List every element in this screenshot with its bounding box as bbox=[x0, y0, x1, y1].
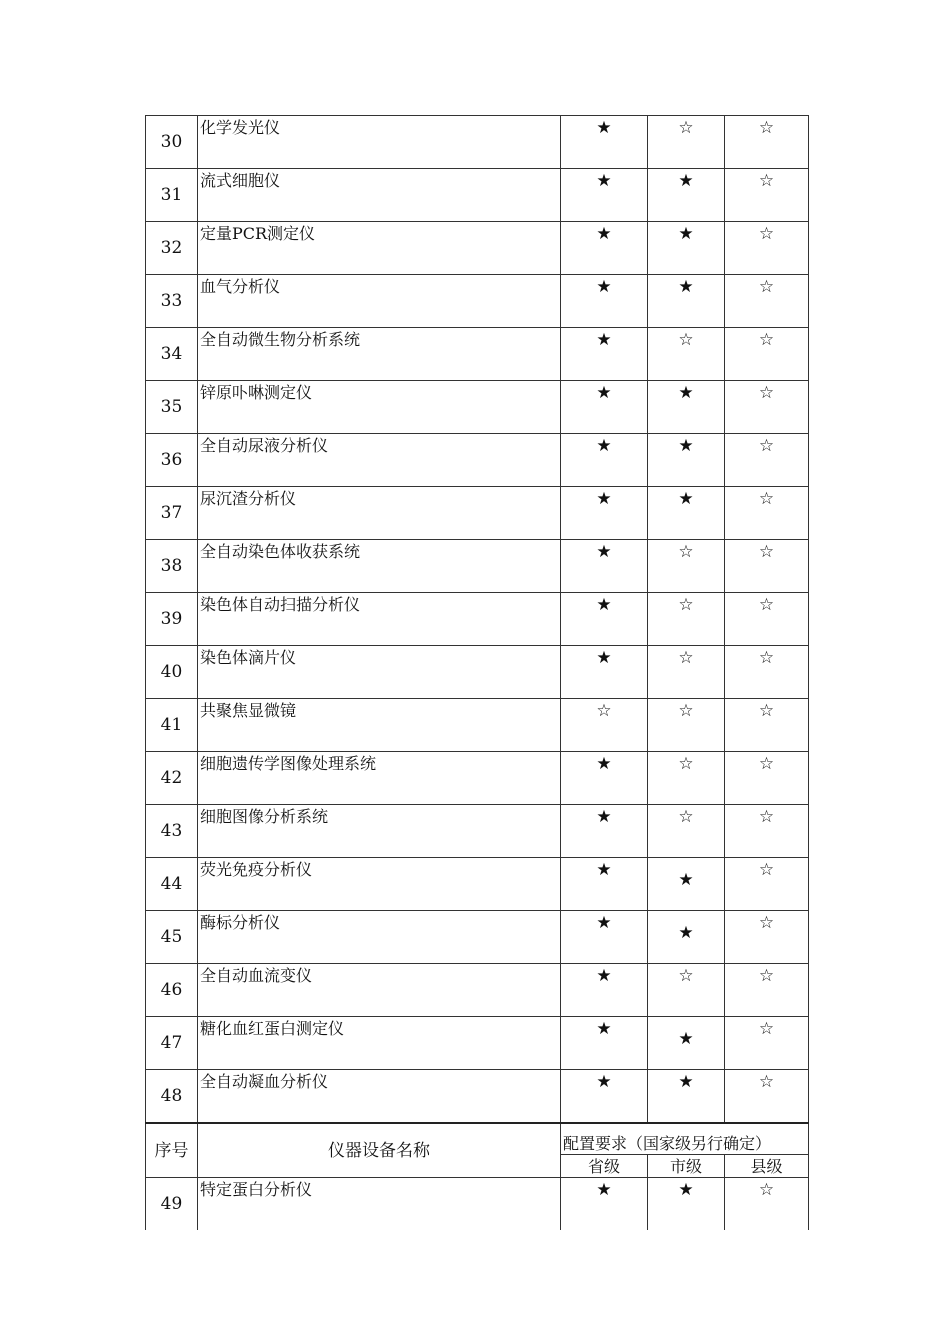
row-number: 31 bbox=[146, 169, 198, 222]
table-body-upper bbox=[146, 116, 809, 1124]
mark-cell-city bbox=[648, 222, 725, 275]
equipment-name: 细胞图像分析系统 bbox=[198, 805, 561, 858]
filled-star-icon: ★ bbox=[678, 383, 694, 403]
table-row bbox=[146, 540, 809, 593]
filled-star-icon: ★ bbox=[678, 489, 694, 509]
equipment-name: 锌原卟啉测定仪 bbox=[198, 381, 561, 434]
mark-cell-province bbox=[561, 540, 648, 593]
mark-cell-county bbox=[725, 1017, 809, 1070]
outline-star-icon: ☆ bbox=[758, 383, 775, 403]
mark-cell-city bbox=[648, 858, 725, 911]
outline-star-icon: ☆ bbox=[678, 701, 694, 721]
equipment-name: 化学发光仪 bbox=[198, 116, 561, 169]
mark-cell-county bbox=[725, 116, 809, 169]
equipment-name: 染色体自动扫描分析仪 bbox=[198, 593, 561, 646]
filled-star-icon: ★ bbox=[596, 383, 612, 403]
outline-star-icon: ☆ bbox=[758, 1072, 775, 1092]
mark-cell-county bbox=[725, 858, 809, 911]
outline-star-icon: ☆ bbox=[758, 118, 775, 138]
mark-cell-city bbox=[648, 434, 725, 487]
table-row bbox=[146, 381, 809, 434]
outline-star-icon: ☆ bbox=[678, 330, 694, 350]
outline-star-icon: ☆ bbox=[678, 542, 694, 562]
filled-star-icon: ★ bbox=[596, 224, 612, 244]
header-name: 仪器设备名称 bbox=[198, 1123, 561, 1178]
table-row bbox=[146, 964, 809, 1017]
outline-star-icon: ☆ bbox=[758, 171, 775, 191]
mark-cell-county bbox=[725, 487, 809, 540]
filled-star-icon: ★ bbox=[596, 277, 612, 297]
header-level-county: 县级 bbox=[725, 1155, 809, 1178]
row-number: 43 bbox=[146, 805, 198, 858]
outline-star-icon: ☆ bbox=[758, 966, 775, 986]
outline-star-icon: ☆ bbox=[758, 1019, 775, 1039]
mark-cell-province bbox=[561, 1178, 648, 1231]
mark-cell-county bbox=[725, 646, 809, 699]
mark-cell-county bbox=[725, 699, 809, 752]
table-row bbox=[146, 1178, 809, 1231]
table-header bbox=[146, 1123, 809, 1178]
table-row bbox=[146, 1017, 809, 1070]
outline-star-icon: ☆ bbox=[678, 648, 694, 668]
mark-cell-province bbox=[561, 752, 648, 805]
equipment-table bbox=[145, 115, 809, 1230]
mark-cell-county bbox=[725, 169, 809, 222]
mark-cell-city bbox=[648, 699, 725, 752]
mark-cell-city bbox=[648, 275, 725, 328]
row-number: 33 bbox=[146, 275, 198, 328]
outline-star-icon: ☆ bbox=[758, 595, 775, 615]
filled-star-icon: ★ bbox=[596, 807, 612, 827]
mark-cell-province bbox=[561, 381, 648, 434]
equipment-name: 特定蛋白分析仪 bbox=[198, 1178, 561, 1231]
filled-star-icon: ★ bbox=[596, 542, 612, 562]
outline-star-icon: ☆ bbox=[758, 860, 775, 880]
filled-star-icon: ★ bbox=[596, 860, 612, 880]
table-row bbox=[146, 434, 809, 487]
mark-cell-province bbox=[561, 434, 648, 487]
outline-star-icon: ☆ bbox=[678, 595, 694, 615]
mark-cell-province bbox=[561, 1070, 648, 1124]
filled-star-icon: ★ bbox=[678, 1072, 694, 1092]
mark-cell-province bbox=[561, 699, 648, 752]
mark-cell-city bbox=[648, 487, 725, 540]
filled-star-icon: ★ bbox=[596, 966, 612, 986]
equipment-name: 酶标分析仪 bbox=[198, 911, 561, 964]
filled-star-icon: ★ bbox=[678, 224, 694, 244]
row-number: 42 bbox=[146, 752, 198, 805]
filled-star-icon: ★ bbox=[596, 1180, 612, 1200]
row-number: 47 bbox=[146, 1017, 198, 1070]
outline-star-icon: ☆ bbox=[758, 648, 775, 668]
mark-cell-city bbox=[648, 964, 725, 1017]
filled-star-icon: ★ bbox=[596, 330, 612, 350]
filled-star-icon: ★ bbox=[678, 870, 694, 890]
mark-cell-city bbox=[648, 593, 725, 646]
row-number: 49 bbox=[146, 1178, 198, 1231]
mark-cell-city bbox=[648, 1070, 725, 1124]
equipment-name: 荧光免疫分析仪 bbox=[198, 858, 561, 911]
table-row bbox=[146, 858, 809, 911]
outline-star-icon: ☆ bbox=[758, 807, 775, 827]
table-row bbox=[146, 222, 809, 275]
mark-cell-province bbox=[561, 964, 648, 1017]
mark-cell-province bbox=[561, 858, 648, 911]
row-number: 36 bbox=[146, 434, 198, 487]
equipment-name: 共聚焦显微镜 bbox=[198, 699, 561, 752]
mark-cell-city bbox=[648, 381, 725, 434]
mark-cell-county bbox=[725, 222, 809, 275]
equipment-name: 定量PCR测定仪 bbox=[198, 222, 561, 275]
mark-cell-city bbox=[648, 1017, 725, 1070]
mark-cell-county bbox=[725, 964, 809, 1017]
outline-star-icon: ☆ bbox=[758, 701, 775, 721]
mark-cell-county bbox=[725, 275, 809, 328]
mark-cell-city bbox=[648, 169, 725, 222]
equipment-name: 全自动尿液分析仪 bbox=[198, 434, 561, 487]
filled-star-icon: ★ bbox=[596, 648, 612, 668]
mark-cell-county bbox=[725, 381, 809, 434]
equipment-table-page bbox=[145, 115, 808, 1230]
row-number: 35 bbox=[146, 381, 198, 434]
table-row bbox=[146, 275, 809, 328]
row-number: 30 bbox=[146, 116, 198, 169]
outline-star-icon: ☆ bbox=[758, 330, 775, 350]
mark-cell-city bbox=[648, 646, 725, 699]
outline-star-icon: ☆ bbox=[758, 489, 775, 509]
mark-cell-province bbox=[561, 222, 648, 275]
table-row bbox=[146, 646, 809, 699]
filled-star-icon: ★ bbox=[678, 923, 694, 943]
row-number: 45 bbox=[146, 911, 198, 964]
mark-cell-city bbox=[648, 540, 725, 593]
outline-star-icon: ☆ bbox=[758, 754, 775, 774]
mark-cell-province bbox=[561, 805, 648, 858]
filled-star-icon: ★ bbox=[678, 171, 694, 191]
mark-cell-city bbox=[648, 328, 725, 381]
table-row bbox=[146, 116, 809, 169]
filled-star-icon: ★ bbox=[596, 118, 612, 138]
mark-cell-city bbox=[648, 1178, 725, 1231]
table-row bbox=[146, 911, 809, 964]
mark-cell-county bbox=[725, 911, 809, 964]
row-number: 48 bbox=[146, 1070, 198, 1124]
mark-cell-province bbox=[561, 487, 648, 540]
outline-star-icon: ☆ bbox=[678, 807, 694, 827]
table-row bbox=[146, 805, 809, 858]
row-number: 40 bbox=[146, 646, 198, 699]
mark-cell-province bbox=[561, 275, 648, 328]
filled-star-icon: ★ bbox=[596, 436, 612, 456]
row-number: 39 bbox=[146, 593, 198, 646]
table-row bbox=[146, 487, 809, 540]
header-row bbox=[146, 1123, 809, 1155]
equipment-name: 血气分析仪 bbox=[198, 275, 561, 328]
row-number: 32 bbox=[146, 222, 198, 275]
equipment-name: 全自动凝血分析仪 bbox=[198, 1070, 561, 1124]
filled-star-icon: ★ bbox=[596, 595, 612, 615]
filled-star-icon: ★ bbox=[678, 277, 694, 297]
filled-star-icon: ★ bbox=[678, 1180, 694, 1200]
filled-star-icon: ★ bbox=[596, 489, 612, 509]
filled-star-icon: ★ bbox=[596, 1072, 612, 1092]
equipment-name: 全自动血流变仪 bbox=[198, 964, 561, 1017]
equipment-name: 流式细胞仪 bbox=[198, 169, 561, 222]
outline-star-icon: ☆ bbox=[758, 913, 775, 933]
equipment-name: 全自动染色体收获系统 bbox=[198, 540, 561, 593]
mark-cell-county bbox=[725, 1178, 809, 1231]
mark-cell-province bbox=[561, 328, 648, 381]
outline-star-icon: ☆ bbox=[678, 754, 694, 774]
row-number: 41 bbox=[146, 699, 198, 752]
row-number: 38 bbox=[146, 540, 198, 593]
mark-cell-county bbox=[725, 805, 809, 858]
mark-cell-county bbox=[725, 328, 809, 381]
row-number: 46 bbox=[146, 964, 198, 1017]
outline-star-icon: ☆ bbox=[758, 436, 775, 456]
outline-star-icon: ☆ bbox=[678, 118, 694, 138]
equipment-name: 细胞遗传学图像处理系统 bbox=[198, 752, 561, 805]
outline-star-icon: ☆ bbox=[596, 701, 612, 721]
row-number: 37 bbox=[146, 487, 198, 540]
filled-star-icon: ★ bbox=[678, 436, 694, 456]
table-body-lower bbox=[146, 1178, 809, 1231]
header-config: 配置要求（国家级另行确定） bbox=[561, 1123, 809, 1155]
equipment-name: 尿沉渣分析仪 bbox=[198, 487, 561, 540]
table-row bbox=[146, 328, 809, 381]
mark-cell-province bbox=[561, 169, 648, 222]
mark-cell-province bbox=[561, 911, 648, 964]
outline-star-icon: ☆ bbox=[758, 224, 775, 244]
mark-cell-county bbox=[725, 540, 809, 593]
header-no: 序号 bbox=[146, 1123, 198, 1178]
mark-cell-county bbox=[725, 593, 809, 646]
outline-star-icon: ☆ bbox=[678, 966, 694, 986]
filled-star-icon: ★ bbox=[596, 913, 612, 933]
header-level-city: 市级 bbox=[648, 1155, 725, 1178]
table-row bbox=[146, 169, 809, 222]
mark-cell-province bbox=[561, 116, 648, 169]
outline-star-icon: ☆ bbox=[758, 542, 775, 562]
row-number: 44 bbox=[146, 858, 198, 911]
mark-cell-province bbox=[561, 1017, 648, 1070]
filled-star-icon: ★ bbox=[596, 754, 612, 774]
equipment-name: 糖化血红蛋白测定仪 bbox=[198, 1017, 561, 1070]
outline-star-icon: ☆ bbox=[758, 1180, 775, 1200]
mark-cell-city bbox=[648, 805, 725, 858]
mark-cell-city bbox=[648, 116, 725, 169]
table-row bbox=[146, 1070, 809, 1124]
mark-cell-county bbox=[725, 1070, 809, 1124]
mark-cell-province bbox=[561, 646, 648, 699]
outline-star-icon: ☆ bbox=[758, 277, 775, 297]
table-row bbox=[146, 593, 809, 646]
filled-star-icon: ★ bbox=[596, 1019, 612, 1039]
filled-star-icon: ★ bbox=[596, 171, 612, 191]
header-level-province: 省级 bbox=[561, 1155, 648, 1178]
mark-cell-county bbox=[725, 752, 809, 805]
filled-star-icon: ★ bbox=[678, 1029, 694, 1049]
mark-cell-county bbox=[725, 434, 809, 487]
mark-cell-city bbox=[648, 911, 725, 964]
mark-cell-province bbox=[561, 593, 648, 646]
equipment-name: 染色体滴片仪 bbox=[198, 646, 561, 699]
table-row bbox=[146, 699, 809, 752]
table-row bbox=[146, 752, 809, 805]
equipment-name: 全自动微生物分析系统 bbox=[198, 328, 561, 381]
mark-cell-city bbox=[648, 752, 725, 805]
row-number: 34 bbox=[146, 328, 198, 381]
